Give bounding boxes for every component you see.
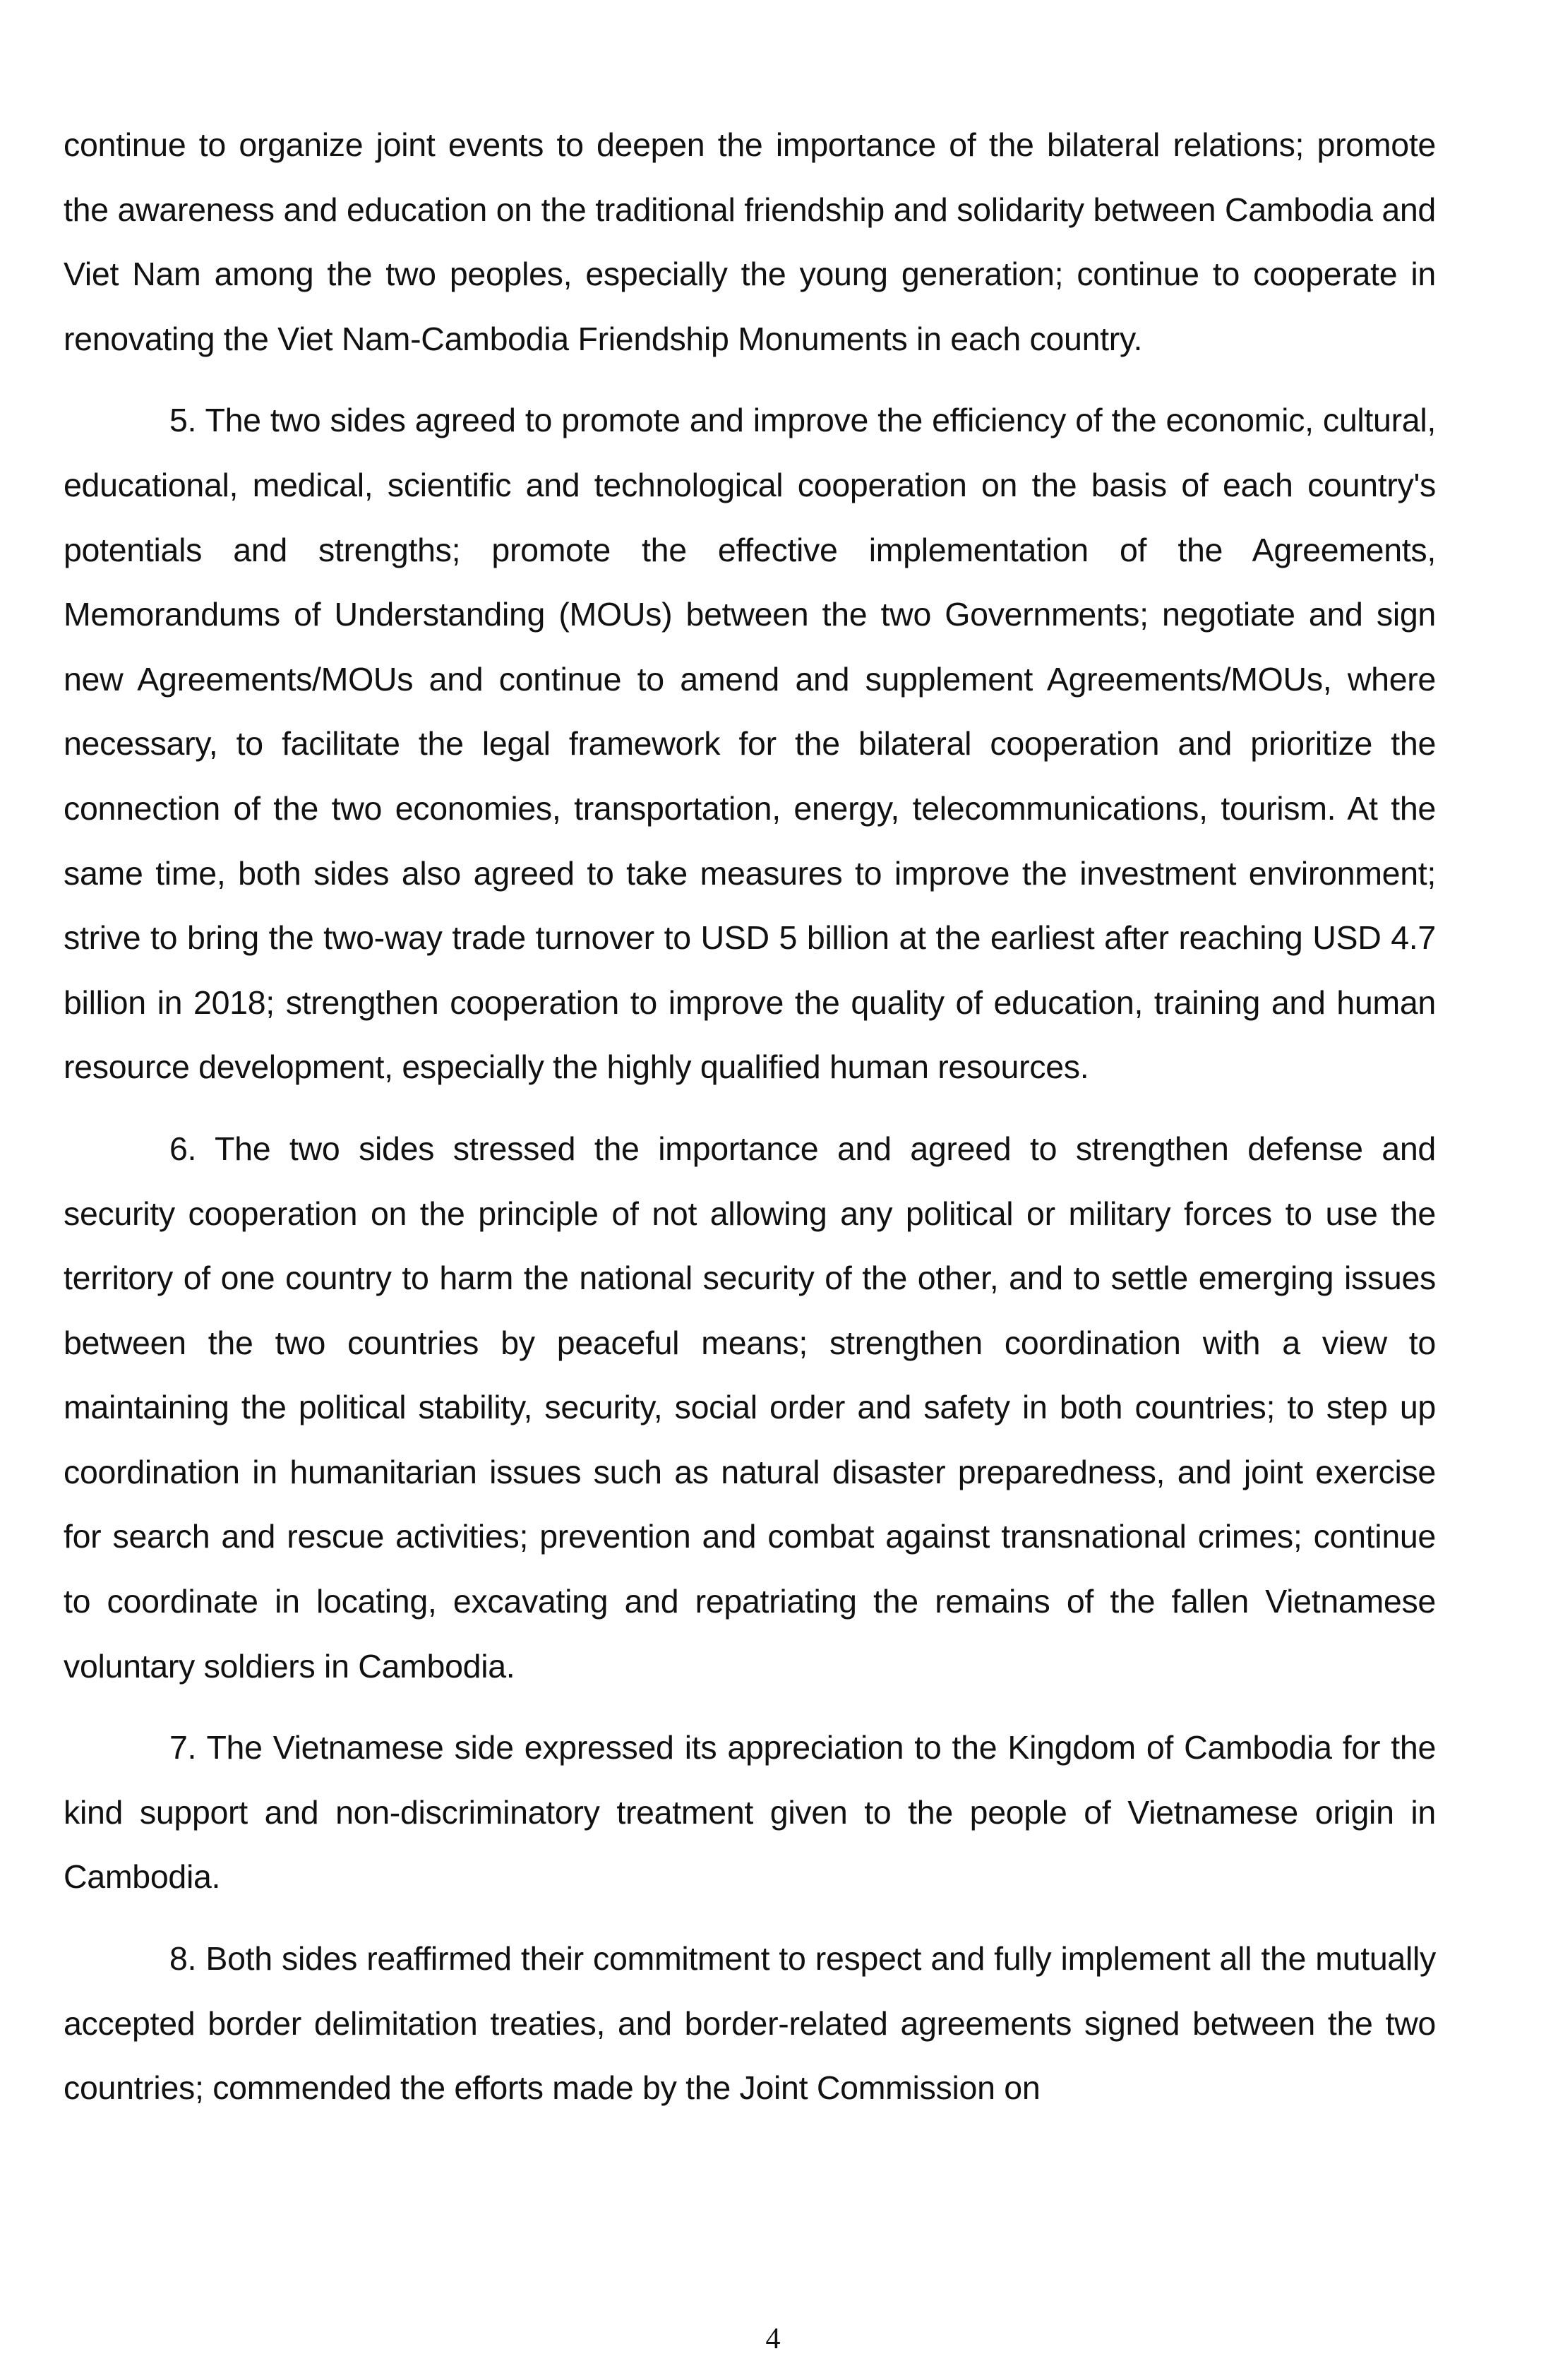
page-number: 4 xyxy=(765,2323,781,2355)
paragraph-number: 6. xyxy=(169,1130,197,1167)
paragraph-8 xyxy=(64,1927,1436,2121)
paragraph-6 xyxy=(64,1117,1436,1699)
paragraph-text: The two sides agreed to promote and improve the efficiency of the economic, cultural, educational, medical, scientific and technological cooperation on the basis of each country's potentials and strengths; promote the effective implementation of the Agreements, Memorandums of Understanding (MOUs) between the two Governments; negotiate and sign new Agreements/MOUs and continue to amend and supplement Agreements/MOUs, where necessary, to facilitate the legal framework for the bilateral cooperation and prioritize the connection of the two economies, transportation, energy, telecommunications, tourism. At the same time, both sides also agreed to take measures to improve the investment environment; strive to bring the two-way trade turnover to USD 5 billion at the earliest after reaching USD 4.7 billion in 2018; strengthen cooperation to improve the quality of education, training and human resource development, especially the highly qualified human resources. xyxy=(64,402,1436,1086)
paragraph-text: The two sides stressed the importance and agreed to strengthen defense and security cooperation on the principle of not allowing any political or military forces to use the territory of one country to harm the national security of the other, and to settle emerging issues between the two countries by peaceful means; strengthen coordination with a view to maintaining the political stability, security, social order and safety in both countries; to step up coordination in humanitarian issues such as natural disaster preparedness, and joint exercise for search and rescue activities; prevention and combat against transnational crimes; continue to coordinate in locating, excavating and repatriating the remains of the fallen Vietnamese voluntary soldiers in Cambodia. xyxy=(64,1130,1436,1685)
paragraph-number: 8. xyxy=(169,1940,197,1978)
paragraph-5 xyxy=(64,388,1436,1100)
paragraph-continued xyxy=(64,113,1436,371)
paragraph-text: The Vietnamese side expressed its appreciation to the Kingdom of Cambodia for the kind support and non-discriminatory treatment given to the people of Vietnamese origin in Cambodia. xyxy=(64,1729,1436,1896)
paragraph-text: continue to organize joint events to deepen the importance of the bilateral relations; promote the awareness and education on the traditional friendship and solidarity between Cambodia and Viet Nam among the two peoples, especially the young generation; continue to cooperate in renovating the Viet Nam-Cambodia Friendship Monuments in each country. xyxy=(64,126,1436,357)
paragraph-number: 7. xyxy=(169,1729,197,1766)
paragraph-text: Both sides reaffirmed their commitment to respect and fully implement all the mutually accepted border delimitation treaties, and border-related agreements signed between the two countries; commended the efforts made by the Joint Commission on xyxy=(64,1940,1436,2107)
paragraph-7 xyxy=(64,1716,1436,1910)
document-body xyxy=(64,113,1436,2138)
paragraph-number: 5. xyxy=(169,402,197,439)
